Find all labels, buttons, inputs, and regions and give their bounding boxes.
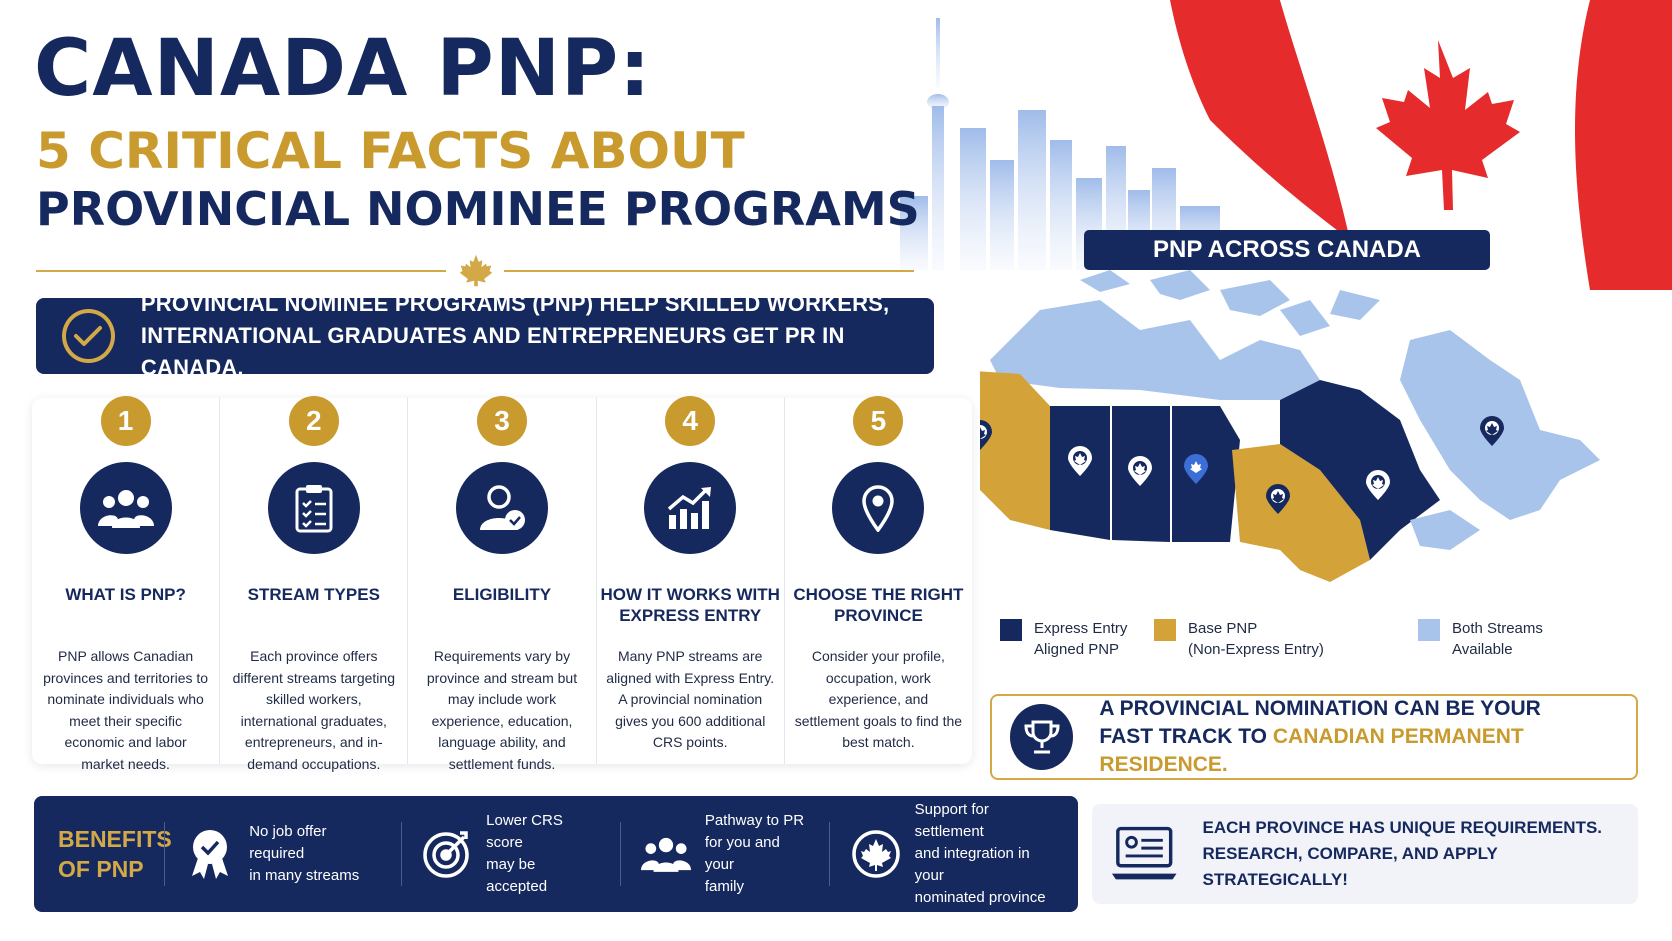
intro-banner [36,291,934,380]
fact-number-badge: 3 [477,396,527,446]
fact-heading: HOW IT WORKS WITH EXPRESS ENTRY [600,585,780,625]
legend-both-streams [1418,618,1543,660]
map-region-atlantic [1410,510,1480,550]
fact-body: PNP allows Canadian provinces and territories to nominate individuals who meet their specific economic and labor market needs. [43,648,209,772]
page-title: CANADA PNP: [34,24,652,114]
facts-card [32,398,972,772]
fact-number-badge: 5 [853,396,903,446]
tip-line1: EACH PROVINCE HAS UNIQUE REQUIREMENTS. [1202,818,1603,837]
intro-line2: INTERNATIONAL GRADUATES AND ENTREPRENEURS GET PR IN CANADA. [140,323,845,380]
benefits-heading: OF PNP [58,856,144,882]
page-subtitle-line1: 5 CRITICAL FACTS ABOUT [36,122,745,180]
fact-heading: STREAM TYPES [247,585,380,604]
legend-label: Aligned PNP [1034,641,1120,658]
location-pin-icon [832,462,924,554]
legend-base-pnp [1154,618,1324,660]
benefit-item-settlement [830,799,1078,909]
user-check-icon [456,462,548,554]
target-icon [422,828,472,880]
fact-column-3 [408,398,596,772]
benefit-text: in many streams [249,867,360,884]
benefits-bar [34,796,1078,912]
benefit-text: Lower CRS score [486,812,563,851]
fact-column-5 [785,398,972,764]
legend-label: Express Entry [1034,620,1128,637]
fact-column-2 [220,398,408,772]
fact-heading: ELIGIBILITY [452,585,552,604]
callout-line2: FAST TRACK TO [1099,725,1273,748]
legend-express-entry [1000,618,1127,660]
family-icon [641,828,691,880]
growth-chart-icon [644,462,736,554]
maple-leaf-icon [850,828,900,880]
benefit-text: Support for settlement [914,801,989,840]
benefits-heading: BENEFITS [58,826,172,852]
intro-line1: PROVINCIAL NOMINEE PROGRAMS (PNP) HELP SKILLED WORKERS, [140,291,890,316]
trophy-icon [1010,704,1073,770]
fact-column-1 [32,398,220,772]
fact-body: Many PNP streams are aligned with Express Entry. A provincial nomination gives you 600 additional CRS points. [606,648,775,750]
title-divider-left [36,270,446,272]
page-subtitle-line2: PROVINCIAL NOMINEE PROGRAMS [36,182,920,236]
benefit-text: nominated province [914,889,1046,906]
map-title: PNP ACROSS CANADA [1084,230,1490,270]
benefit-item-crs [402,810,620,898]
benefit-text: No job offer required [249,823,327,862]
benefit-text: and integration in your [914,845,1030,884]
fact-column-4 [597,398,785,764]
people-group-icon [80,462,172,554]
legend-label: (Non-Express Entry) [1188,641,1324,658]
fact-number-badge: 1 [101,396,151,446]
laptop-document-icon [1110,824,1178,884]
fact-body: Consider your profile, occupation, work experience, and settlement goals to find the best match. [794,648,963,750]
canada-map [980,270,1620,600]
nomination-callout [990,694,1638,780]
map-region-manitoba [1172,406,1240,542]
benefit-text: may be accepted [486,856,548,895]
legend-label: Both Streams [1452,620,1543,637]
benefit-item-family [621,810,830,898]
callout-highlight: CANADIAN PERMANENT RESIDENCE. [1099,725,1524,776]
legend-swatch [1418,619,1440,641]
tip-line2: RESEARCH, COMPARE, AND APPLY STRATEGICALLY! [1202,844,1498,889]
maple-leaf-icon [458,252,494,288]
fact-heading: CHOOSE THE RIGHT PROVINCE [793,585,964,625]
award-ribbon-icon [185,828,235,880]
legend-swatch [1000,619,1022,641]
benefit-text: family [704,878,744,895]
research-tip-card [1092,804,1638,904]
legend-swatch [1154,619,1176,641]
benefit-item-job-offer [165,821,401,887]
fact-body: Each province offers different streams targeting skilled workers, international graduates, entrepreneurs, and in-demand occupations. [232,648,395,772]
checkmark-icon [62,309,115,363]
benefit-text: for you and your [704,834,780,873]
callout-line1: A PROVINCIAL NOMINATION CAN BE YOUR [1099,697,1541,720]
fact-number-badge: 2 [289,396,339,446]
fact-heading: WHAT IS PNP? [65,585,186,604]
title-divider-right [504,270,914,272]
benefit-text: Pathway to PR [704,812,805,829]
map-region-british-columbia [980,370,1050,530]
legend-label: Base PNP [1188,620,1258,637]
fact-body: Requirements vary by province and stream but may include work experience, education, language ability, and settlement funds. [426,648,578,772]
clipboard-checklist-icon [268,462,360,554]
legend-label: Available [1452,641,1513,658]
fact-number-badge: 4 [665,396,715,446]
